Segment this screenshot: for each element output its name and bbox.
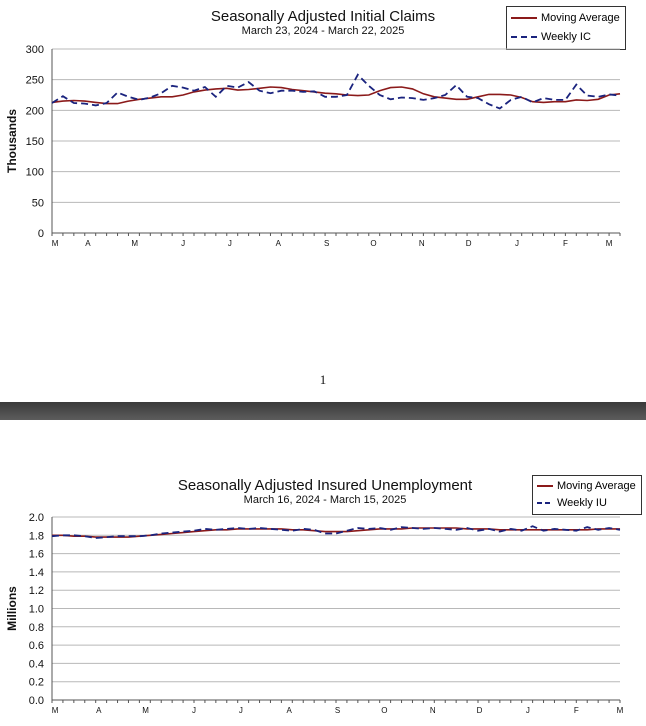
y-tick-label: 1.6 (28, 548, 44, 561)
y-tick-label: 2.0 (28, 512, 44, 524)
x-month-label: A (96, 706, 102, 715)
legend-label: Weekly IU (557, 497, 607, 509)
legend-label: Moving Average (557, 480, 636, 492)
x-month-label: M (142, 706, 149, 715)
chart-subtitle: March 23, 2024 - March 22, 2025 (241, 25, 405, 37)
y-tick-label: 300 (25, 44, 44, 56)
insured-unemployment-panel (0, 420, 646, 726)
y-tick-label: 0.6 (28, 640, 44, 653)
y-tick-label: 0.8 (28, 621, 44, 634)
chart-title: Seasonally Adjusted Insured Unemployment (177, 477, 473, 494)
x-month-label: J (238, 706, 243, 715)
page-separator (0, 402, 646, 420)
y-tick-label: 200 (25, 105, 44, 118)
initial-claims-plot (0, 0, 646, 260)
x-month-label: S (323, 239, 330, 248)
y-tick-label: 1.4 (28, 566, 44, 579)
chart-title: Seasonally Adjusted Initial Claims (210, 8, 436, 25)
x-month-label: J (525, 706, 530, 715)
x-month-label: A (286, 706, 292, 715)
x-month-label: J (227, 239, 232, 248)
x-month-label: F (562, 239, 568, 248)
x-month-label: J (181, 239, 186, 248)
x-month-label: S (334, 706, 341, 715)
y-tick-label: 1.0 (28, 603, 44, 616)
y-tick-label: 0.0 (28, 695, 44, 707)
x-month-label: J (515, 239, 520, 248)
x-month-label: D (476, 706, 483, 715)
y-tick-label: 50 (31, 197, 44, 210)
x-month-label: N (418, 239, 425, 248)
y-tick-label: 0.2 (28, 676, 44, 689)
y-tick-label: 100 (25, 166, 44, 179)
y-tick-label: 0.4 (28, 658, 44, 671)
chart-subtitle: March 16, 2024 - March 15, 2025 (243, 494, 407, 506)
x-month-label: M (605, 239, 613, 248)
x-month-label: M (131, 239, 139, 248)
y-axis-label: Thousands (5, 108, 19, 174)
x-month-label: M (616, 706, 624, 715)
x-month-label: M (51, 706, 59, 715)
x-month-label: A (85, 239, 91, 248)
x-month-label: O (381, 706, 388, 715)
y-tick-label: 250 (25, 74, 44, 87)
moving-average-line (52, 87, 620, 104)
y-tick-label: 150 (25, 136, 44, 148)
legend-label: Weekly IC (541, 31, 591, 43)
insured-unemployment-plot (0, 420, 646, 726)
page-number: 1 (319, 372, 327, 387)
y-tick-label: 1.2 (28, 585, 44, 598)
x-month-label: D (465, 239, 472, 248)
y-tick-label: 0 (37, 228, 44, 240)
x-month-label: F (573, 706, 579, 715)
x-month-label: A (275, 239, 281, 248)
x-month-label: O (370, 239, 377, 248)
legend-label: Moving Average (541, 12, 620, 24)
x-month-label: N (429, 706, 436, 715)
x-month-label: M (51, 239, 59, 248)
y-tick-label: 1.8 (28, 530, 44, 543)
y-axis-label: Millions (5, 586, 19, 631)
x-month-label: J (192, 706, 196, 715)
